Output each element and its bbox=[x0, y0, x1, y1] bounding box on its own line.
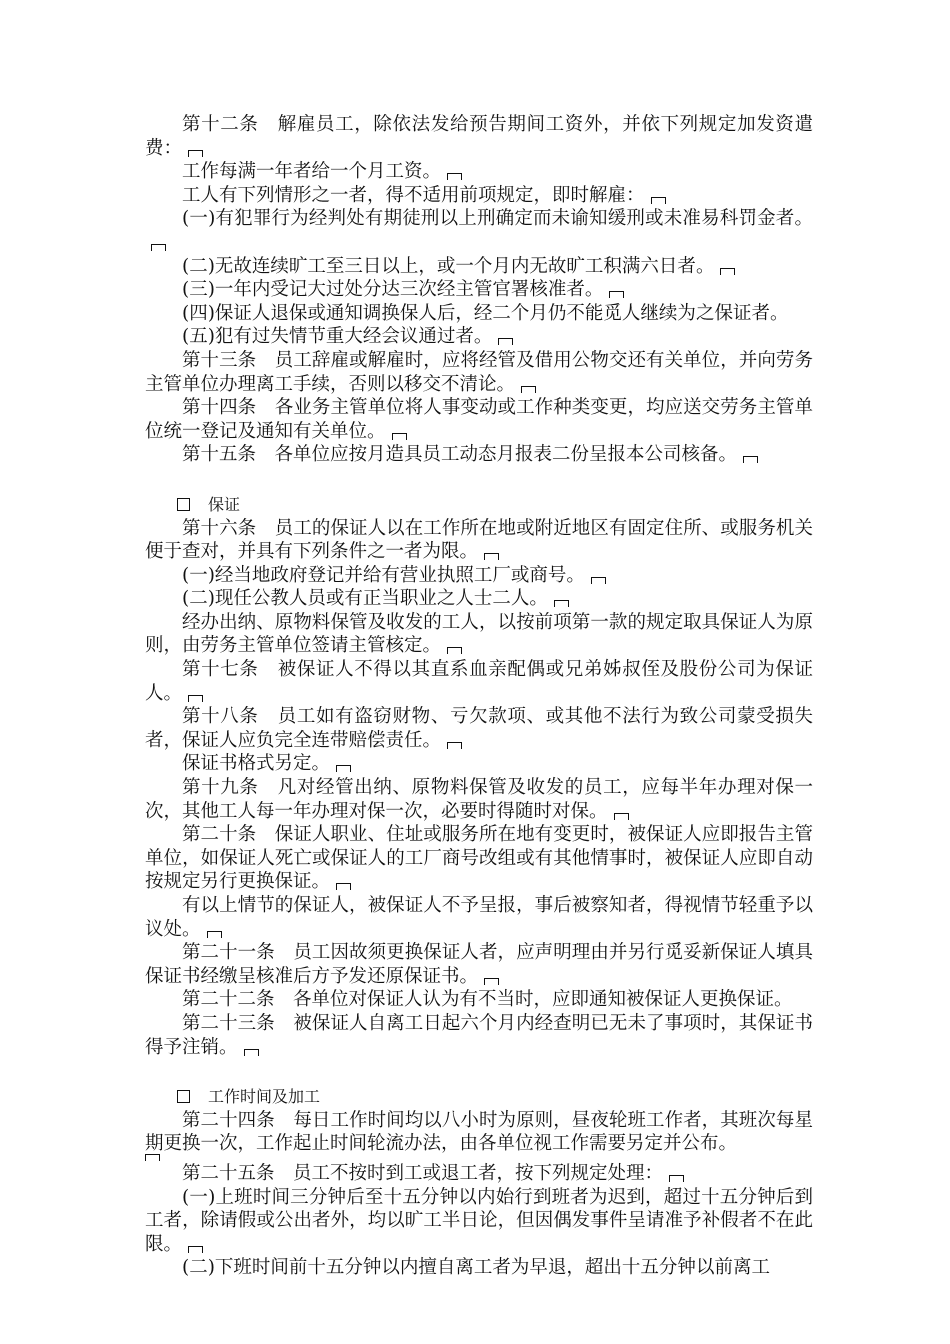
paragraph-mark-icon bbox=[591, 576, 606, 583]
section-dismissal bbox=[145, 113, 813, 467]
paragraph bbox=[145, 113, 813, 160]
section-heading-guarantee bbox=[145, 493, 813, 517]
paragraph bbox=[145, 894, 813, 941]
paragraph bbox=[145, 184, 813, 208]
paragraph-mark-icon bbox=[151, 243, 166, 250]
paragraph-text: 工人有下列情形之一者，得不适用前项规定，即时解雇： bbox=[182, 184, 645, 206]
paragraph bbox=[145, 823, 813, 894]
checkbox-icon bbox=[177, 1090, 190, 1103]
paragraph bbox=[145, 941, 813, 988]
paragraph-text: (五)犯有过失情节重大经会议通过者。 bbox=[182, 326, 493, 348]
paragraph-mark-icon bbox=[188, 694, 203, 701]
paragraph bbox=[145, 587, 813, 611]
paragraph-text: (一)有犯罪行为经判处有期徒刑以上刑确定而未谕知缓刑或未准易科罚金者。 bbox=[182, 208, 813, 230]
paragraph-text: 经办出纳、原物料保管及收发的工人，以按前项第一款的规定取具保证人为原则，由劳务主管单位签请主管核定。 bbox=[145, 611, 813, 657]
paragraph-mark-icon bbox=[447, 172, 462, 179]
paragraph-text: 第二十一条 员工因故须更换保证人者，应声明理由并另行觅妥新保证人填具保证书经缴呈核准后方予发还原保证书。 bbox=[145, 942, 813, 987]
paragraph bbox=[145, 1109, 813, 1156]
paragraph bbox=[145, 207, 813, 254]
paragraph-text: 第十三条 员工辞雇或解雇时，应将经管及借用公物交还有关单位，并向劳务主管单位办理离工手续，否则以移交不清论。 bbox=[145, 349, 813, 395]
paragraph-mark-icon bbox=[498, 337, 513, 344]
paragraph-text: (二)现任公教人员或有正当职业之人士二人。 bbox=[182, 588, 548, 610]
paragraph-mark-icon bbox=[669, 1174, 684, 1181]
paragraph bbox=[145, 160, 813, 184]
paragraph bbox=[145, 325, 813, 349]
checkbox-icon bbox=[177, 498, 190, 511]
paragraph-text: 第十八条 员工如有盗窃财物、亏欠款项、或其他不法行为致公司蒙受损失者，保证人应负完全连带赔偿责任。 bbox=[145, 706, 813, 751]
paragraph bbox=[145, 302, 813, 326]
paragraph bbox=[145, 1162, 813, 1186]
paragraph-mark-icon bbox=[651, 196, 666, 203]
section-title: 保证 bbox=[208, 494, 241, 514]
paragraph bbox=[145, 776, 813, 823]
section-worktime bbox=[145, 1162, 813, 1280]
paragraph bbox=[145, 349, 813, 396]
paragraph-text: 工作每满一年者给一个月工资。 bbox=[182, 161, 442, 183]
paragraph-mark-icon bbox=[554, 599, 569, 606]
paragraph-mark-icon bbox=[207, 930, 222, 937]
paragraph-mark-icon bbox=[244, 1048, 259, 1055]
paragraph-mark-icon bbox=[484, 977, 499, 984]
paragraph-text: (一)经当地政府登记并给有营业执照工厂或商号。 bbox=[182, 564, 585, 586]
paragraph-text: 第二十四条 每日工作时间均以八小时为原则，昼夜轮班工作者，其班次每星期更换一次，工作起止时间轮流办法，由各单位视工作需要另定并公布。 bbox=[145, 1109, 813, 1155]
paragraph-text: 有以上情节的保证人，被保证人不予呈报，事后被察知者，得视情节轻重予以议处。 bbox=[145, 895, 813, 940]
paragraph-text: 第二十条 保证人职业、住址或服务所在地有变更时，被保证人应即报告主管单位，如保证人死亡或保证人的工厂商号改组或有其他情事时，被保证人应即自动按规定另行更换保证。 bbox=[145, 824, 813, 893]
paragraph-text: 第十六条 员工的保证人以在工作所在地或附近地区有固定住所、或服务机关便于查对，并具有下列条件之一者为限。 bbox=[145, 517, 813, 563]
paragraph-text: 第十二条 解雇员工，除依法发给预告期间工资外，并依下列规定加发资遣费： bbox=[145, 114, 813, 159]
paragraph-text: (四)保证人退保或通知调换保人后，经二个月仍不能觅人继续为之保证者。 bbox=[182, 302, 789, 324]
paragraph-mark-icon bbox=[521, 385, 536, 392]
paragraph bbox=[145, 278, 813, 302]
paragraph bbox=[145, 752, 813, 776]
blank-line bbox=[145, 467, 813, 493]
paragraph bbox=[145, 988, 813, 1012]
paragraph bbox=[145, 564, 813, 588]
blank-line bbox=[145, 1059, 813, 1085]
paragraph-mark-icon bbox=[188, 1245, 203, 1252]
paragraph-text: 第二十二条 各单位对保证人认为有不当时，应即通知被保证人更换保证。 bbox=[182, 989, 793, 1011]
paragraph-text: 第十四条 各业务主管单位将人事变动或工作种类变更，均应送交劳务主管单位统一登记及通知有关单位。 bbox=[145, 397, 813, 442]
paragraph bbox=[145, 517, 813, 564]
paragraph bbox=[145, 1186, 813, 1257]
paragraph-mark-icon bbox=[484, 552, 499, 559]
paragraph-mark-icon bbox=[447, 741, 462, 748]
section-guarantee bbox=[145, 517, 813, 1060]
paragraph-mark-icon bbox=[336, 764, 351, 771]
paragraph-mark-icon bbox=[336, 882, 351, 889]
paragraph-text: 保证书格式另定。 bbox=[182, 753, 331, 775]
paragraph-mark-icon bbox=[609, 290, 624, 297]
paragraph bbox=[145, 1256, 813, 1280]
paragraph-text: (二)下班时间前十五分钟以内擅自离工者为早退，超出十五分钟以前离工 bbox=[182, 1257, 770, 1279]
section-title: 工作时间及加工 bbox=[208, 1087, 321, 1107]
paragraph bbox=[145, 658, 813, 705]
paragraph-text: 第十五条 各单位应按月造具员工动态月报表二份呈报本公司核备。 bbox=[182, 444, 738, 466]
paragraph-text: 第十九条 凡对经管出纳、原物料保管及收发的员工，应每半年办理对保一次，其他工人每一年办理对保一次，必要时得随时对保。 bbox=[145, 777, 813, 822]
paragraph-mark-icon bbox=[392, 432, 407, 439]
paragraph-mark-icon bbox=[188, 149, 203, 156]
section-heading-worktime bbox=[145, 1085, 813, 1109]
paragraph-mark-icon bbox=[743, 455, 758, 462]
paragraph-mark-icon bbox=[145, 1152, 160, 1162]
paragraph-text: 第二十五条 员工不按时到工或退工者，按下列规定处理： bbox=[182, 1162, 664, 1184]
paragraph bbox=[145, 396, 813, 443]
paragraph-text: (三)一年内受记大过处分达三次经主管官署核准者。 bbox=[182, 279, 604, 301]
paragraph bbox=[145, 443, 813, 467]
paragraph-text: 第十七条 被保证人不得以其直系血亲配偶或兄弟姊叔侄及股份公司为保证人。 bbox=[145, 659, 813, 704]
paragraph-mark-icon bbox=[720, 267, 735, 274]
paragraph-text: (一)上班时间三分钟后至十五分钟以内始行到班者为迟到，超过十五分钟后到工者，除请假或公出者外，均以旷工半日论，但因偶发事件呈请准予补假者不在此限。 bbox=[145, 1186, 813, 1255]
paragraph bbox=[145, 255, 813, 279]
paragraph-text: 第二十三条 被保证人自离工日起六个月内经查明已无未了事项时，其保证书得予注销。 bbox=[145, 1012, 813, 1058]
paragraph bbox=[145, 611, 813, 658]
paragraph-mark-icon bbox=[447, 646, 462, 653]
paragraph-text: (二)无故连续旷工至三日以上，或一个月内无故旷工积满六日者。 bbox=[182, 255, 715, 277]
paragraph-mark-icon bbox=[614, 812, 629, 819]
document-page bbox=[145, 113, 813, 1280]
paragraph bbox=[145, 705, 813, 752]
paragraph bbox=[145, 1012, 813, 1059]
